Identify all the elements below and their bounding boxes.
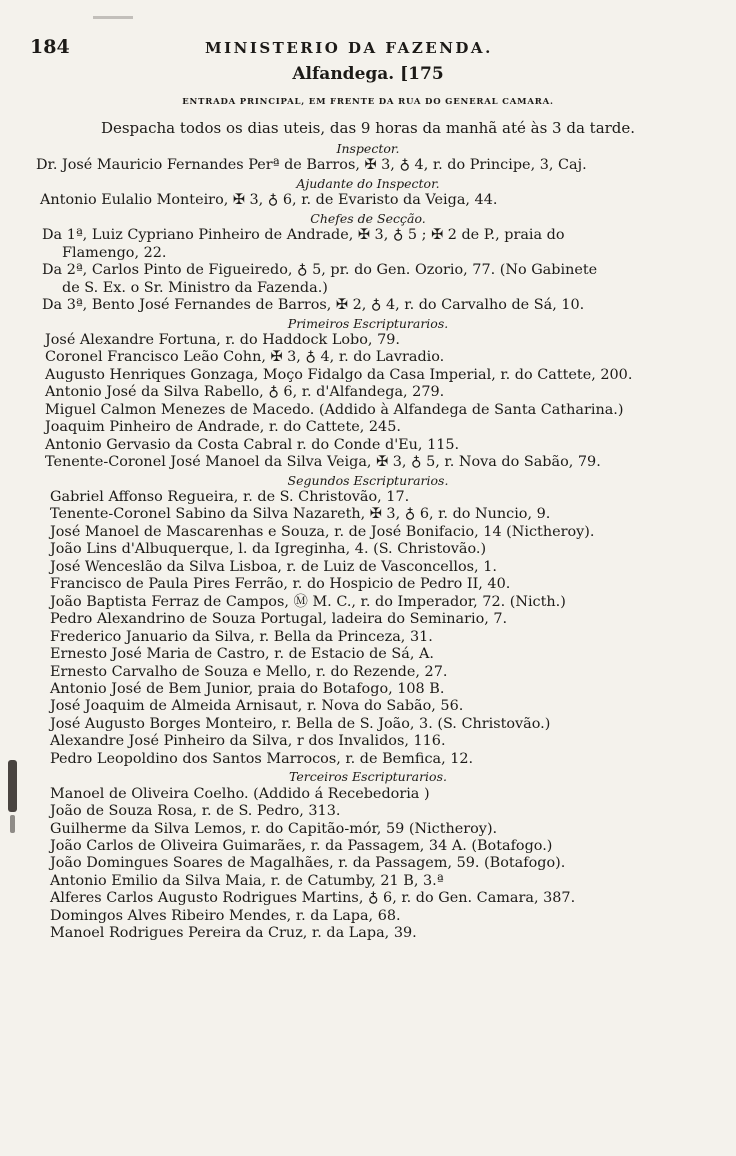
staff-entry: Ernesto Carvalho de Souza e Mello, r. do Rezende, 27. bbox=[50, 663, 448, 680]
scan-speck bbox=[93, 16, 133, 19]
section-heading: Primeiros Escripturarios. bbox=[287, 315, 449, 331]
staff-entry: Dr. José Mauricio Fernandes Perª de Barros, ✠ 3, ♁ 4, r. do Principe, 3, Caj. bbox=[36, 157, 587, 174]
staff-entry: Guilherme da Silva Lemos, r. do Capitão-mór, 59 (Nictheroy). bbox=[50, 820, 498, 837]
section-heading: Segundos Escripturarios. bbox=[287, 472, 449, 488]
staff-entry: João Carlos de Oliveira Guimarães, r. da Passagem, 34 A. (Botafogo.) bbox=[50, 838, 553, 854]
staff-entry: Antonio Eulalio Monteiro, ✠ 3, ♁ 6, r. de Evaristo da Veiga, 44. bbox=[40, 192, 498, 209]
staff-entry: Antonio José de Bem Junior, praia do Botafogo, 108 B. bbox=[50, 680, 445, 697]
staff-entry: Coronel Francisco Leão Cohn, ✠ 3, ♁ 4, r. do Lavradio. bbox=[45, 349, 445, 366]
staff-entry: Da 3ª, Bento José Fernandes de Barros, ✠ 2, ♁ 4, r. do Carvalho de Sá, 10. bbox=[42, 297, 585, 314]
scan-smudge bbox=[10, 815, 15, 833]
staff-entry: Gabriel Affonso Regueira, r. de S. Christovão, 17. bbox=[50, 489, 410, 505]
staff-entry: Ernesto José Maria de Castro, r. de Estacio de Sá, A. bbox=[50, 646, 434, 663]
staff-entry: Francisco de Paula Pires Ferrão, r. do Hospicio de Pedro II, 40. bbox=[50, 576, 511, 593]
section-title: Alfandega. [175 bbox=[292, 64, 444, 84]
staff-entry: João Baptista Ferraz de Campos, Ⓜ M. C., r. do Imperador, 72. (Nicth.) bbox=[50, 593, 566, 610]
staff-entry: Frederico Januario da Silva, r. Bella da Princeza, 31. bbox=[50, 628, 433, 645]
staff-entry: Pedro Alexandrino de Souza Portugal, ladeira do Seminario, 7. bbox=[50, 611, 508, 628]
staff-entry: Antonio José da Silva Rabello, ♁ 6, r. d'Alfandega, 279. bbox=[45, 384, 445, 401]
address-line: ENTRADA PRINCIPAL, EM FRENTE DA RUA DO GENERAL CAMARA. bbox=[182, 97, 554, 107]
staff-entry: José Manoel de Mascarenhas e Souza, r. de José Bonifacio, 14 (Nictheroy). bbox=[50, 523, 595, 540]
staff-entry: de S. Ex. o Sr. Ministro da Fazenda.) bbox=[62, 279, 328, 296]
staff-entry: José Alexandre Fortuna, r. do Haddock Lobo, 79. bbox=[45, 331, 400, 348]
section-heading: Terceiros Escripturarios. bbox=[289, 769, 447, 785]
staff-entry: João Domingues Soares de Magalhães, r. da Passagem, 59. (Botafogo). bbox=[50, 855, 566, 872]
staff-entry: Alexandre José Pinheiro da Silva, r dos Invalidos, 116. bbox=[50, 733, 446, 750]
staff-entry: Da 1ª, Luiz Cypriano Pinheiro de Andrade, ✠ 3, ♁ 5 ; ✠ 2 de P., praia do bbox=[42, 227, 565, 244]
staff-entry: Tenente-Coronel Sabino da Silva Nazareth, ✠ 3, ♁ 6, r. do Nuncio, 9. bbox=[50, 506, 551, 523]
staff-entry: José Wenceslão da Silva Lisboa, r. de Luiz de Vasconcellos, 1. bbox=[50, 558, 497, 575]
section-heading: Chefes de Secção. bbox=[310, 210, 426, 226]
staff-entry: Manoel Rodrigues Pereira da Cruz, r. da Lapa, 39. bbox=[50, 925, 417, 942]
staff-entry: Joaquim Pinheiro de Andrade, r. do Cattete, 245. bbox=[45, 419, 401, 436]
staff-entry: Augusto Henriques Gonzaga, Moço Fidalgo da Casa Imperial, r. do Cattete, 200. bbox=[45, 366, 633, 383]
staff-entry: Da 2ª, Carlos Pinto de Figueiredo, ♁ 5, pr. do Gen. Ozorio, 77. (No Gabinete bbox=[42, 262, 598, 279]
staff-entry: João de Souza Rosa, r. de S. Pedro, 313. bbox=[50, 803, 341, 820]
section-heading: Ajudante do Inspector. bbox=[296, 175, 440, 191]
section-heading: Inspector. bbox=[336, 141, 400, 156]
scan-smudge bbox=[8, 760, 17, 812]
page-number: 184 bbox=[30, 36, 70, 58]
staff-entry: Antonio Gervasio da Costa Cabral r. do Conde d'Eu, 115. bbox=[45, 436, 460, 453]
staff-entry: João Lins d'Albuquerque, l. da Igreginha, 4. (S. Christovão.) bbox=[50, 541, 487, 558]
staff-entry: Antonio Emilio da Silva Maia, r. de Catumby, 21 B, 3.ª bbox=[50, 872, 444, 889]
staff-entry: Pedro Leopoldino dos Santos Marrocos, r. de Bemfica, 12. bbox=[50, 750, 474, 767]
page-header bbox=[30, 36, 706, 60]
running-title: MINISTERIO DA FAZENDA. bbox=[205, 39, 493, 57]
staff-entry: Alferes Carlos Augusto Rodrigues Martins, ♁ 6, r. do Gen. Camara, 387. bbox=[50, 890, 576, 907]
staff-entry: Manoel de Oliveira Coelho. (Addido á Recebedoria ) bbox=[50, 785, 430, 802]
staff-entry: José Augusto Borges Monteiro, r. Bella de S. João, 3. (S. Christovão.) bbox=[50, 715, 551, 732]
staff-entry: Flamengo, 22. bbox=[62, 244, 167, 261]
staff-entry: Tenente-Coronel José Manoel da Silva Veiga, ✠ 3, ♁ 5, r. Nova do Sabão, 79. bbox=[45, 454, 601, 471]
staff-entry: Miguel Calmon Menezes de Macedo. (Addido à Alfandega de Santa Catharina.) bbox=[45, 401, 624, 418]
staff-entry: Domingos Alves Ribeiro Mendes, r. da Lapa, 68. bbox=[50, 907, 401, 924]
staff-entry: José Joaquim de Almeida Arnisaut, r. Nova do Sabão, 56. bbox=[50, 698, 464, 715]
office-hours: Despacha todos os dias uteis, das 9 horas da manhã até às 3 da tarde. bbox=[100, 119, 636, 137]
